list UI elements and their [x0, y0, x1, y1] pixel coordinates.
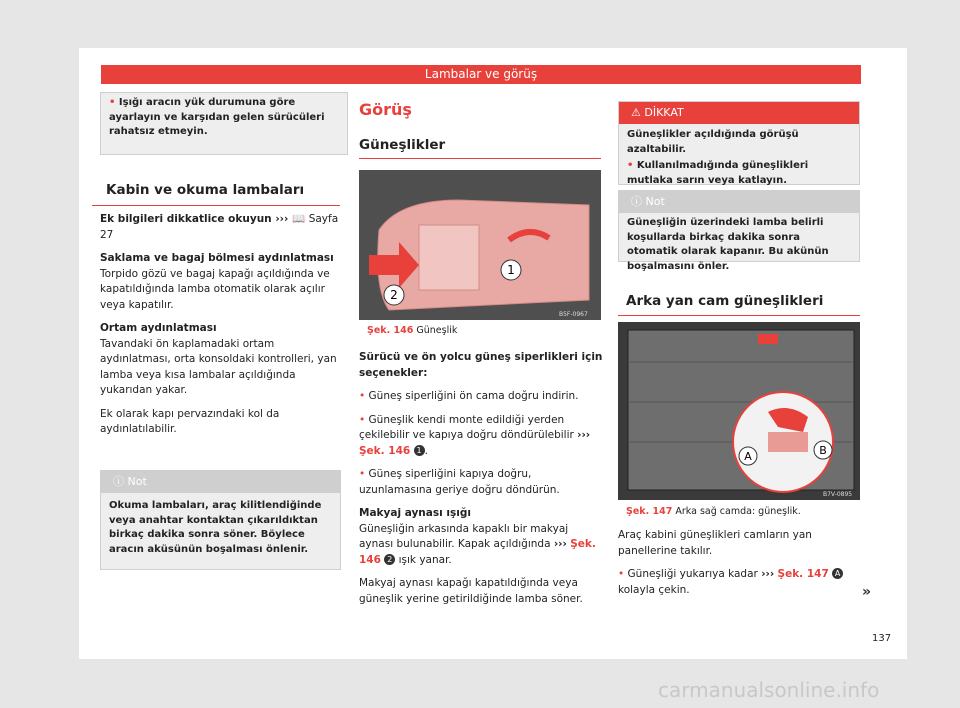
mirror-ref[interactable]: Şek. 146 [359, 538, 596, 566]
sunvisor-illustration [359, 170, 601, 320]
ambient-text: Tavandaki ön kaplamadaki ortam aydınlatması, orta konsoldaki kontrolleri, yan lamba veya kısa lambalar açıldığında yukarıdan yakar. [100, 337, 337, 396]
bullet-3-text: Güneş siperliğini kapıya doğru, uzunlamasına geriye doğru döndürün. [359, 468, 560, 496]
warning-icon: ⚠ [631, 106, 641, 119]
mirror-pre: Güneşliğin arkasında kapaklı bir makyaj aynası bulunabilir. Kapak açıldığında [359, 522, 569, 550]
figure-caption-text: Güneşlik [416, 325, 458, 336]
column-2 [359, 350, 605, 615]
figure-label-147: Şek. 147 [626, 506, 673, 517]
callout-ref-2: 2 [384, 554, 395, 565]
warning-box [618, 101, 860, 185]
note-label: Not [127, 475, 147, 488]
rear-shade-bullet: • Güneşliği yukarıya kadar ››› Şek. 147 A kolayla çekin. [618, 567, 860, 598]
ambient-title: Ortam aydınlatması [100, 322, 217, 334]
bullet-1-text: Güneş siperliğini ön cama doğru indirin. [368, 390, 579, 402]
warning-label: DİKKAT [644, 106, 684, 119]
subtitle-rule [359, 158, 601, 159]
callout-1: 1 [507, 263, 515, 277]
callout-ref-a: A [832, 568, 843, 579]
callout-2: 2 [390, 288, 398, 302]
note-text: Okuma lambaları, araç kilitlendiğinde veya anahtar kontaktan çıkarıldıktan birkaç dakika sonra söner. Böylece aracın aküsünün boşalması önlenir. [109, 500, 322, 555]
bullet-2-ref[interactable]: Şek. 146 [359, 444, 411, 457]
note-header-2 [619, 191, 859, 213]
column-3 [618, 528, 860, 606]
section-rule [92, 205, 340, 206]
cargo-text: Torpido gözü ve bagaj kapağı açıldığında ve kapatıldığında lamba otomatik olarak açılır veya kapatılır. [100, 267, 330, 311]
read-info-line [100, 212, 345, 243]
figure-label: Şek. 146 [367, 325, 414, 336]
bullet-1: • Güneş siperliğini ön cama doğru indirin. [359, 390, 579, 402]
info-icon: ⓘ [631, 195, 642, 208]
note-box-1 [100, 470, 341, 570]
bullet-3: • Güneş siperliğini kapıya doğru, uzunlamasına geriye doğru döndürün. [359, 468, 560, 496]
mirror-text-2: Makyaj aynası kapağı kapatıldığında veya güneşlik yerine getirildiğinde lamba söner. [359, 577, 583, 605]
note-label-2: Not [645, 195, 665, 208]
read-info-page: Sayfa 27 [100, 213, 339, 241]
watermark: carmanualsonline.info [658, 678, 880, 702]
figure-147 [618, 322, 860, 500]
page-number: 137 [872, 633, 892, 644]
figure-code-147: B7V-0895 [823, 491, 853, 498]
warning-text: Güneşlikler açıldığında görüşü azaltabilir. [627, 129, 799, 155]
subtitle-sunvisors: Güneşlikler [359, 137, 446, 153]
section-title-rear-sunshades: Arka yan cam güneşlikleri [626, 293, 824, 309]
bullet-2: • Güneşlik kendi monte edildiği yerden çekilebilir ve kapıya doğru döndürülebilir ››› Şek. 146 1 . [359, 413, 591, 457]
cargo-title: Saklama ve bagaj bölmesi aydınlatması [100, 252, 334, 264]
callout-b: B [819, 444, 827, 457]
intro-text: Işığı aracın yük durumuna göre ayarlayın ve karşıdan gelen sürücüleri rahatsız etmeyin. [109, 97, 325, 137]
callout-a: A [744, 450, 752, 463]
mirror-text: Güneşliğin arkasında kapaklı bir makyaj aynası bulunabilir. Kapak açıldığında ››› Şek. 146 2 ışık yanar. [359, 522, 596, 566]
ref-arrow: ››› [275, 213, 289, 225]
warning-header [619, 102, 859, 124]
continue-marker: » [862, 584, 872, 600]
bullet-2-text: Güneşlik kendi monte edildiği yerden çekilebilir ve kapıya doğru döndürülebilir [359, 413, 574, 441]
figure-146 [359, 170, 601, 320]
mirror-post: ışık yanar. [398, 553, 452, 566]
section-title-vision: Görüş [359, 100, 412, 119]
bullet-icon: • [109, 97, 116, 108]
column-1 [100, 212, 345, 446]
section-rule-3 [618, 315, 860, 316]
ambient-text-2: Ek olarak kapı pervazındaki kol da aydınlatılabilir. [100, 407, 280, 435]
figure-caption-text-147: Arka sağ camda: güneşlik. [675, 506, 801, 517]
note-box-2 [618, 190, 860, 272]
note-text-2: Güneşliğin üzerindeki lamba belirli koşullarda birkaç dakika sonra otomatik olarak kapanır. Bu akünün boşalmasını önler. [627, 217, 829, 272]
rear-bullet-ref[interactable]: Şek. 147 [777, 568, 829, 580]
intro-box [100, 92, 348, 155]
figure-147-caption [626, 506, 801, 517]
figure-146-caption [367, 325, 457, 336]
warning-bullet-text: Kullanılmadığında güneşlikleri mutlaka sarın veya katlayın. [627, 160, 809, 186]
warning-bullet: • Kullanılmadığında güneşlikleri mutlaka sarın veya katlayın. [627, 160, 809, 186]
figure-code: B5F-0967 [559, 311, 588, 318]
note-header [101, 471, 340, 493]
rear-bullet-post: kolayla çekin. [618, 583, 690, 596]
info-icon: ⓘ [113, 475, 124, 488]
callout-ref-1: 1 [414, 445, 425, 456]
mirror-title: Makyaj aynası ışığı [359, 507, 471, 519]
rear-shade-text: Araç kabini güneşlikleri camların yan panellerine takılır. [618, 529, 812, 557]
options-title: Sürücü ve ön yolcu güneş siperlikleri için seçenekler: [359, 351, 603, 379]
section-title-cabin-lights: Kabin ve okuma lambaları [106, 182, 305, 198]
book-icon: 📖 [291, 213, 306, 225]
page-header: Lambalar ve görüş [101, 65, 861, 84]
rear-sunshade-illustration [618, 322, 860, 500]
rear-bullet-pre: Güneşliği yukarıya kadar [627, 568, 758, 580]
read-info-text: Ek bilgileri dikkatlice okuyun [100, 213, 272, 225]
